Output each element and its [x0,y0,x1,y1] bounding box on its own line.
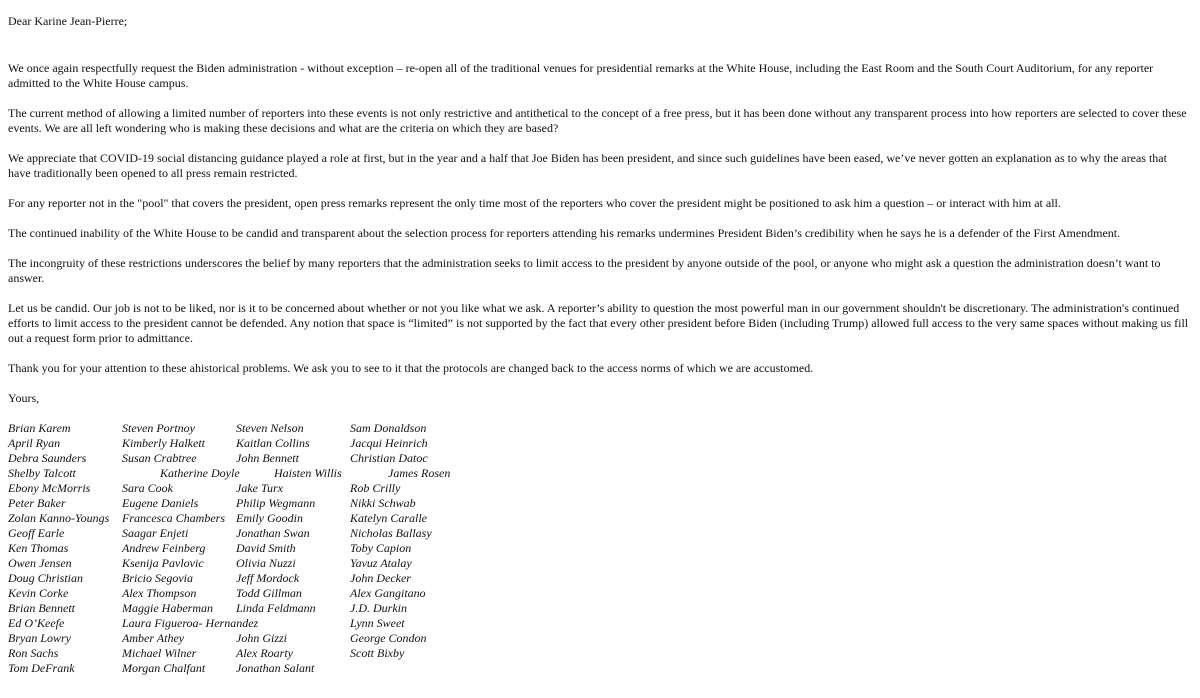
signatory-row [8,421,478,436]
signatory-name: Ksenija Pavlovic [122,556,204,570]
signatory-name: Laura Figueroa- Hernandez [122,616,259,630]
signatory-name: James Rosen [388,466,451,480]
signatory-name: John Decker [350,571,411,585]
signatory-name: Yavuz Atalay [350,556,412,570]
signatory-row [8,601,478,616]
signatory-row [8,571,478,586]
signatory-name: Sam Donaldson [350,421,427,435]
signatory-name: Susan Crabtree [122,451,197,465]
signatory-name: J.D. Durkin [350,601,407,615]
signatory-name: Maggie Haberman [122,601,213,615]
signatory-name: Rob Crilly [350,481,401,495]
paragraph-8: Thank you for your attention to these ahistorical problems. We ask you to see to it that the protocols are changed back to the access norms of which we are accustomed. [8,361,814,375]
signatory-row [8,631,478,646]
signatory-name: Bricio Segovia [122,571,193,585]
signatory-name: Toby Capion [350,541,412,555]
signatory-name: Jonathan Swan [236,526,310,540]
paragraph-4: For any reporter not in the "pool" that covers the president, open press remarks represent the only time most of the reporters who cover the president might be positioned to ask him a question – or interact with him at all. [8,196,1061,210]
signatory-row [8,526,478,541]
signatory-name: David Smith [236,541,296,555]
signatory-name: Kimberly Halkett [122,436,205,450]
letter-closing: Yours, [8,391,40,405]
signatory-name: Alex Thompson [122,586,197,600]
signatory-name: Brian Bennett [8,601,75,615]
signatory-name: Jeff Mordock [236,571,300,585]
signatory-name: Tom DeFrank [8,661,75,675]
paragraph-2: The current method of allowing a limited number of reporters into these events is not only restrictive and antithetical to the concept of a free press, but it has been done without any transparent process into how reporters are selected to cover these events. We are all left wondering who is making these decisions and what are the criteria on which they are based? [8,106,1187,135]
signatory-name: Brian Karem [8,421,71,435]
signatory-row [8,436,478,451]
signatory-name: Eugene Daniels [122,496,199,510]
signatory-name: Shelby Talcott [8,466,76,480]
signatory-name: Scott Bixby [350,646,405,660]
signatory-name: Katelyn Caralle [350,511,427,525]
paragraph-3: We appreciate that COVID-19 social distancing guidance played a role at first, but in the year and a half that Joe Biden has been president, and since such guidelines have been eased, we’ve never gotten an explanation as to why the areas that have traditionally been opened to all press remain restricted. [8,151,1167,180]
signatory-name: Todd Gillman [236,586,302,600]
signatory-name: Ron Sachs [8,646,59,660]
signatory-name: Zolan Kanno-Youngs [8,511,110,525]
signatory-name: Ed O’Keefe [8,616,65,630]
letter-greeting: Dear Karine Jean-Pierre; [8,14,128,28]
signatory-name: Geoff Earle [8,526,65,540]
signatory-name: Jake Turx [236,481,283,495]
signatory-name: Bryan Lowry [8,631,71,645]
signatory-name: Doug Christian [8,571,84,585]
signatory-name: Kevin Corke [8,586,69,600]
signatory-name: Jonathan Salant [236,661,315,675]
signatory-name: April Ryan [8,436,61,450]
signatory-name: John Bennett [236,451,299,465]
signatories-list [8,421,478,676]
signatory-name: Owen Jensen [8,556,72,570]
signatory-name: Nikki Schwab [350,496,416,510]
signatory-name: Haisten Willis [274,466,342,480]
signatory-row [8,451,478,466]
signatory-name: Francesca Chambers [122,511,225,525]
signatory-name: Ebony McMorris [8,481,91,495]
signatory-name: Ken Thomas [8,541,69,555]
signatory-row [8,616,478,631]
paragraph-7: Let us be candid. Our job is not to be liked, nor is it to be concerned about whether or not you like what we ask. A reporter’s ability to question the most powerful man in our government shouldn't be discretionary. The administration's continued efforts to limit access to the president cannot be defended. Any notion that space is “limited” is not supported by the fact that every other president before Biden (including Trump) allowed full access to the very same spaces without making us fill out a request form prior to admittance. [8,301,1189,345]
signatory-name: Jacqui Heinrich [350,436,428,450]
signatory-name: Alex Gangitano [350,586,426,600]
paragraph-6: The incongruity of these restrictions underscores the belief by many reporters that the administration seeks to limit access to the president by anyone outside of the pool, or anyone who might ask a question the administration doesn’t want to answer. [8,256,1161,285]
signatory-name: John Gizzi [236,631,287,645]
signatory-name: Emily Goodin [236,511,303,525]
signatory-name: Saagar Enjeti [122,526,189,540]
signatory-row [8,541,478,556]
signatory-name: George Condon [350,631,427,645]
signatory-name: Christian Datoc [350,451,428,465]
signatory-row [8,661,478,676]
signatory-name: Amber Athey [122,631,185,645]
signatory-name: Steven Nelson [236,421,304,435]
signatory-name: Nicholas Ballasy [350,526,432,540]
signatory-name: Debra Saunders [8,451,87,465]
signatory-row [8,586,478,601]
signatory-name: Michael Wilner [122,646,197,660]
signatory-name: Andrew Feinberg [122,541,206,555]
signatory-name [350,661,464,676]
signatory-row [8,511,478,526]
signatory-name: Katherine Doyle [160,466,240,480]
signatory-row [8,646,478,661]
signatory-name: Lynn Sweet [350,616,405,630]
signatory-name: Steven Portnoy [122,421,195,435]
signatory-name: Alex Roarty [236,646,293,660]
signatory-name: Morgan Chalfant [122,661,206,675]
signatory-row [8,481,478,496]
signatory-name: Philip Wegmann [236,496,316,510]
signatory-row [8,466,478,481]
signatory-name: Sara Cook [122,481,173,495]
paragraph-5: The continued inability of the White House to be candid and transparent about the selection process for reporters attending his remarks undermines President Biden’s credibility when he says he is a defender of the First Amendment. [8,226,1121,240]
signatory-name: Olivia Nuzzi [236,556,296,570]
signatory-name: Kaitlan Collins [236,436,310,450]
paragraph-1: We once again respectfully request the Biden administration - without exception – re-open all of the traditional venues for presidential remarks at the White House, including the East Room and the South Court Auditorium, for any reporter admitted to the White House campus. [8,61,1154,90]
signatory-name: Linda Feldmann [236,601,316,615]
signatory-row [8,556,478,571]
signatory-name: Peter Baker [8,496,66,510]
signatory-row [8,496,478,511]
